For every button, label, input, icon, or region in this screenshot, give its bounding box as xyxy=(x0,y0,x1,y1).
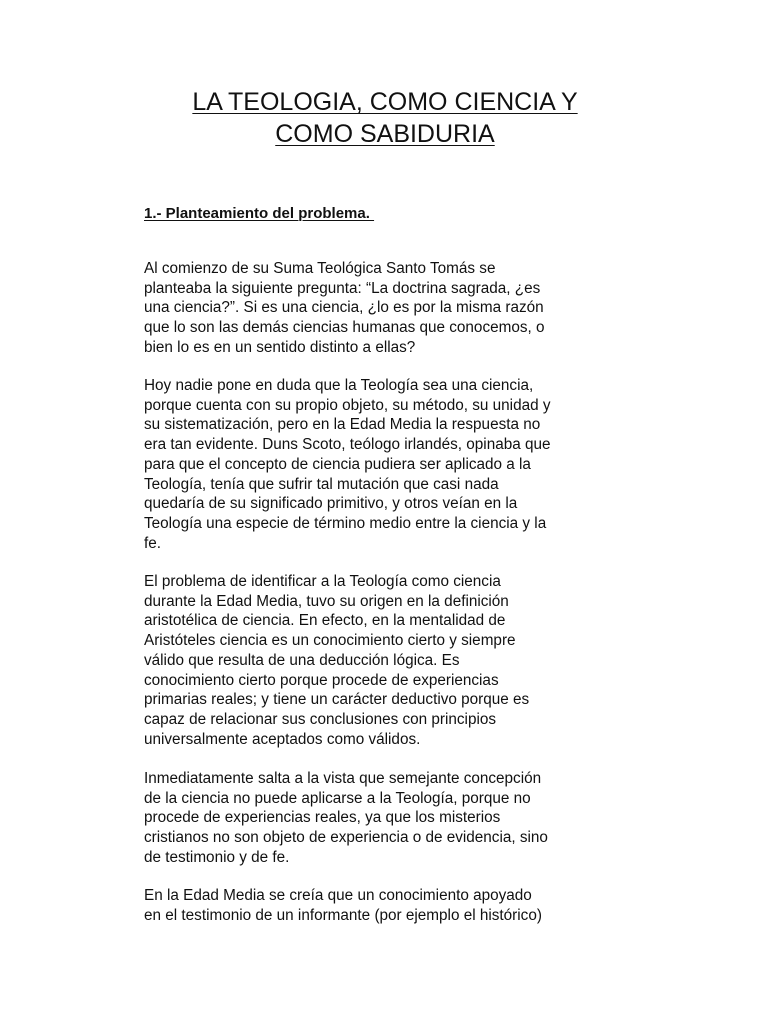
text-line: bien lo es en un sentido distinto a ellas? xyxy=(144,338,416,356)
text-line: procede de experiencias reales, ya que los misterios xyxy=(144,809,501,827)
text-line: que lo son las demás ciencias humanas que conocemos, o xyxy=(144,319,545,337)
text-line: quedaría de su significado primitivo, y otros veían en la xyxy=(144,495,518,513)
paragraph xyxy=(144,572,644,749)
text-line: aristotélica de ciencia. En efecto, en la mentalidad de xyxy=(144,612,506,630)
text-line: de testimonio y de fe. xyxy=(144,848,290,866)
text-line: Teología, tenía que sufrir tal mutación que casi nada xyxy=(144,475,499,493)
text-line: durante la Edad Media, tuvo su origen en la definición xyxy=(144,592,509,610)
paragraph xyxy=(144,886,644,925)
section-heading: 1.- Planteamiento del problema. xyxy=(144,205,375,222)
text-line: válido que resulta de una deducción lógica. Es xyxy=(144,651,460,669)
text-line: una ciencia?”. Si es una ciencia, ¿lo es por la misma razón xyxy=(144,299,544,317)
title-line: COMO SABIDURIA xyxy=(275,120,495,148)
text-line: su sistematización, pero en la Edad Media la respuesta no xyxy=(144,416,541,434)
text-line: Al comienzo de su Suma Teológica Santo Tomás se xyxy=(144,260,496,277)
text-line: fe. xyxy=(144,534,162,552)
text-line: Teología una especie de término medio entre la ciencia y la xyxy=(144,514,547,532)
text-line: de la ciencia no puede aplicarse a la Teología, porque no xyxy=(144,789,531,807)
text-line: capaz de relacionar sus conclusiones con principios xyxy=(144,710,497,728)
text-line: conocimiento cierto porque procede de experiencias xyxy=(144,671,499,689)
text-line: Aristóteles ciencia es un conocimiento cierto y siempre xyxy=(144,632,516,650)
text-line: planteaba la siguiente pregunta: “La doctrina sagrada, ¿es xyxy=(144,279,541,297)
text-line: universalmente aceptados como válidos. xyxy=(144,730,421,748)
text-line: Inmediatamente salta a la vista que semejante concepción xyxy=(144,770,542,787)
text-line: cristianos no son objeto de experiencia o de evidencia, sino xyxy=(144,829,548,847)
paragraph xyxy=(144,376,644,553)
text-line: era tan evidente. Duns Scoto, teólogo irlandés, opinaba que xyxy=(144,436,551,454)
text-line: Hoy nadie pone en duda que la Teología sea una ciencia, xyxy=(144,377,534,394)
title-line: LA TEOLOGIA, COMO CIENCIA Y xyxy=(192,88,578,116)
text-line: para que el concepto de ciencia pudiera ser aplicado a la xyxy=(144,455,531,473)
paragraph xyxy=(144,769,644,868)
text-line: porque cuenta con su propio objeto, su método, su unidad y xyxy=(144,396,551,414)
paragraph xyxy=(144,259,644,358)
text-line: El problema de identificar a la Teología como ciencia xyxy=(144,573,501,590)
text-line: En la Edad Media se creía que un conocimiento apoyado xyxy=(144,887,532,904)
text-line: en el testimonio de un informante (por ejemplo el histórico) xyxy=(144,906,542,924)
document-title xyxy=(120,86,650,150)
text-line: primarias reales; y tiene un carácter deductivo porque es xyxy=(144,691,530,709)
